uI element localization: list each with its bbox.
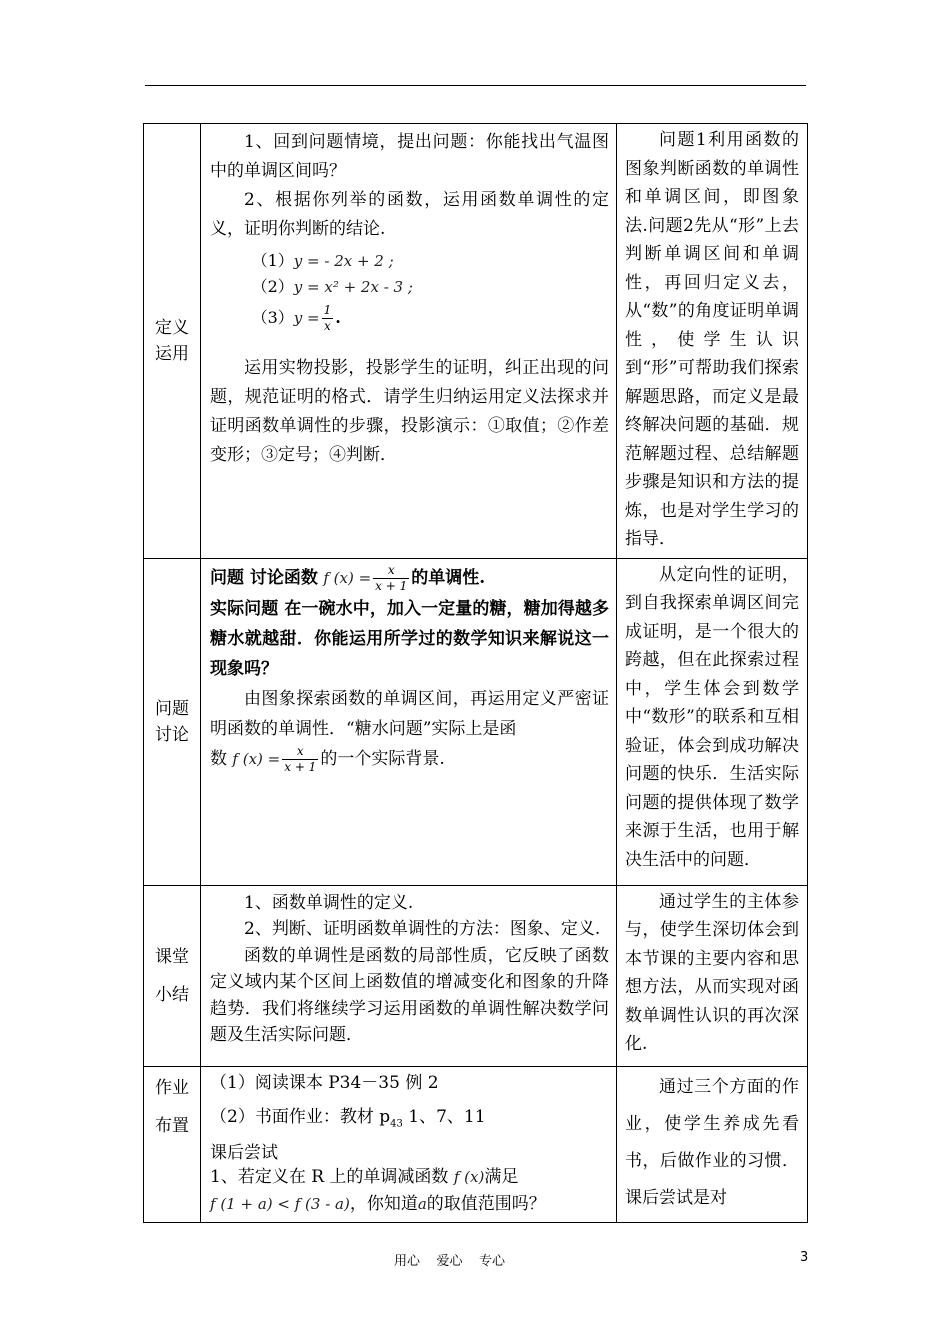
table-row (144, 1066, 808, 1222)
row-label-discussion: 问题 讨论 (144, 558, 201, 885)
lesson-plan-table (143, 123, 808, 1223)
row-note-discussion: 从定向性的证明，到自我探索单调区间完成证明，是一个很大的跨越，但在此探索过程中，学生体会到数学中“数形”的联系和互相验证，体会到成功解决问题的快乐．生活实际问题的提供体现了数学来源于生活，也用于解决生活中的问题． (617, 558, 808, 885)
page-number: 3 (800, 1250, 809, 1265)
paragraph: 数 f (x) = $\frac{x}{x + 1}$ 的一个实际背景. (210, 743, 445, 774)
paragraph: 函数的单调性是函数的局部性质，它反映了函数定义域内某个区间上函数值的增减变化和图象的升降趋势．我们将继续学习运用函数的单调性解决数学问题及生活实际问题． (210, 945, 609, 1045)
fraction: $\frac{1}{x}$ (323, 303, 332, 333)
header-rule (145, 85, 806, 86)
problem-statement: 问题 讨论函数 f (x) = $\frac{x}{x + 1}$ 的单调性. (210, 562, 486, 593)
paragraph: 2、根据你列举的函数，运用函数单调性的定义，证明你判断的结论. (210, 190, 609, 239)
paragraph: 运用实物投影，投影学生的证明，纠正出现的问题，规范证明的格式．请学生归纳运用定义法探求并证明函数单调性的步骤，投影演示：①取值；②作差变形；③定号；④判断． (210, 358, 609, 465)
footer-slogan: 用心 爱心 专心 (394, 1254, 506, 1269)
row-label-homework: 作业 布置 (144, 1066, 201, 1222)
after-class-question-cont: f (1 + a) < f (3 - a)，你知道a的取值范围吗？ (210, 1193, 546, 1214)
equation-2: （2）y = x² + 2x - 3 ; (251, 277, 413, 296)
paragraph: 1、函数单调性的定义. (244, 892, 414, 913)
equation-3: （3）y = $\frac{1}{x}$ . (251, 303, 341, 333)
row-content-summary (201, 885, 617, 1066)
homework-item-1: （1）阅读课本 P34－35 例 2 (210, 1072, 439, 1093)
equation-1: （1）y = - 2x + 2 ; (251, 251, 394, 270)
paragraph: 由图象探索函数的单调区间，再运用定义严密证明函数的单调性．“糖水问题”实际上是函 (210, 688, 609, 739)
table-row (144, 124, 808, 559)
table-row (144, 885, 808, 1066)
paragraph: 1、回到问题情境，提出问题：你能找出气温图中的单调区间吗？ (210, 132, 609, 181)
paragraph: 2、判断、证明函数单调性的方法：图象、定义. (244, 919, 601, 939)
table-row (144, 558, 808, 885)
row-content-definition (201, 124, 617, 559)
row-note-definition: 问题1利用函数的图象判断函数的单调性和单调区间，即图象法.问题2先从“形”上去判断单调区间和单调性，再回归定义去，从“数”的角度证明单调性，使学生认识到“形”可帮助我们探索解题思路，而定义是最终解决问题的基础．规范解题过程、总结解题步骤是知识和方法的提炼，也是对学生学习的指导． (617, 124, 808, 559)
row-note-summary: 通过学生的主体参与，使学生深切体会到本节课的主要内容和思想方法，从而实现对函数单调性认识的再次深化. (617, 885, 808, 1066)
row-label-summary: 课堂 小结 (144, 885, 201, 1066)
homework-item-2: （2）书面作业：教材 $p_{43}$ 1、7、11 (210, 1106, 486, 1129)
row-note-homework: 通过三个方面的作业，使学生养成先看书，后做作业的习惯．课后尝试是对 (617, 1066, 808, 1222)
fraction: $\frac{x}{x + 1}$ (284, 743, 317, 774)
row-content-homework (201, 1066, 617, 1222)
row-content-discussion (201, 558, 617, 885)
fraction: $\frac{x}{x + 1}$ (375, 562, 408, 593)
after-class-title: 课后尝试 (210, 1142, 278, 1163)
after-class-question: 1、若定义在 R 上的单调减函数 f (x)满足 (210, 1166, 519, 1187)
real-problem: 实际问题 在一碗水中，加入一定量的糖，糖加得越多糖水就越甜．你能运用所学过的数学知识来解说这一现象吗？ (210, 598, 609, 679)
row-label-definition: 定义 运用 (144, 124, 201, 559)
